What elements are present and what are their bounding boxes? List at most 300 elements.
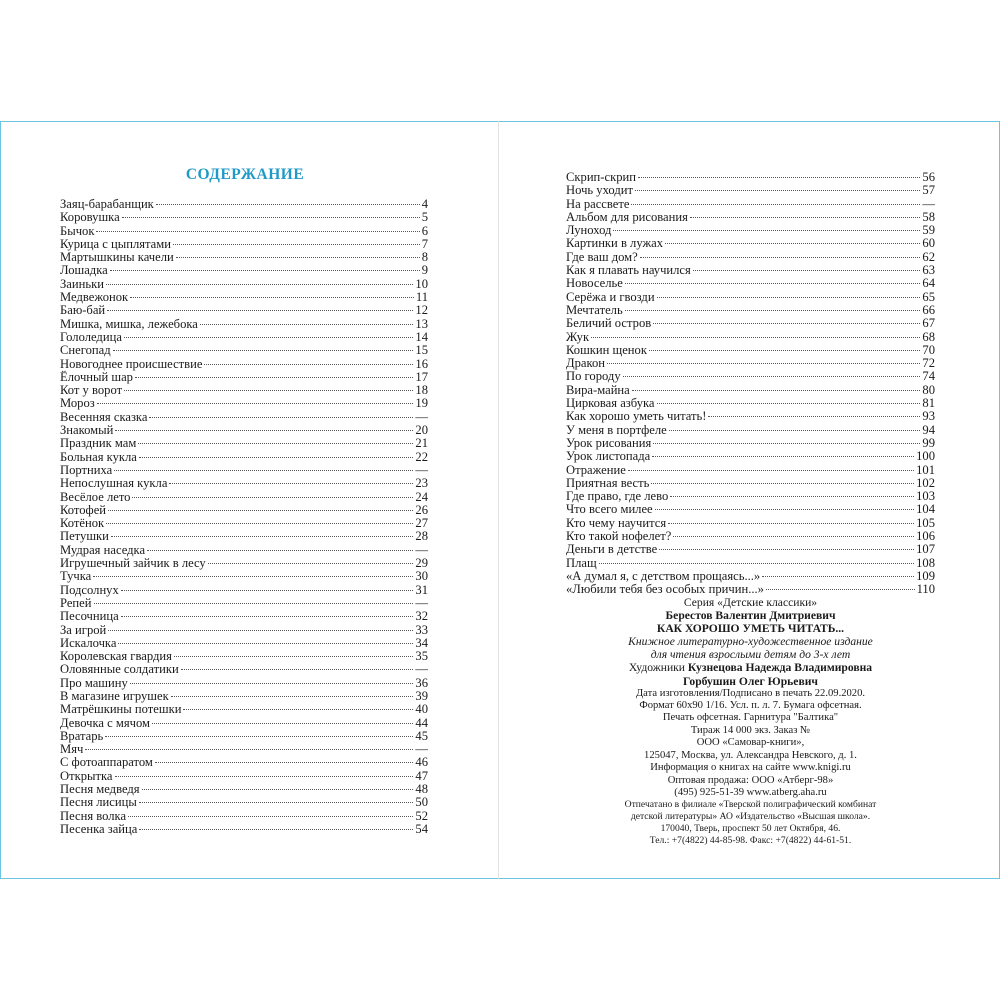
toc-entry-title: Серёжа и гвозди bbox=[566, 289, 655, 304]
page-title: СОДЕРЖАНИЕ bbox=[185, 166, 305, 183]
toc-entry bbox=[566, 517, 935, 530]
toc-entry-title: У меня в портфеле bbox=[566, 422, 667, 437]
toc-entry-title: Открытка bbox=[60, 768, 113, 783]
dot-leader bbox=[623, 376, 921, 377]
toc-entry-page: 8 bbox=[421, 250, 428, 265]
toc-entry bbox=[60, 238, 428, 251]
toc-entry-title: Ночь уходит bbox=[566, 183, 633, 198]
dot-leader bbox=[124, 390, 413, 391]
toc-entry bbox=[60, 703, 428, 716]
toc-entry-page: 7 bbox=[421, 236, 428, 251]
toc-entry-page: 12 bbox=[415, 303, 428, 318]
toc-entry-page: 101 bbox=[916, 462, 935, 477]
dot-leader bbox=[628, 470, 914, 471]
toc-entry-title: Знакомый bbox=[60, 423, 114, 438]
dot-leader bbox=[142, 789, 414, 790]
series-line: Серия «Детские классики» bbox=[683, 596, 818, 609]
toc-entry-title: За игрой bbox=[60, 622, 107, 637]
toc-entry-page: 11 bbox=[415, 290, 428, 305]
toc-entry bbox=[566, 211, 935, 224]
dot-leader bbox=[670, 496, 914, 497]
dot-leader bbox=[130, 297, 414, 298]
dot-leader bbox=[657, 297, 921, 298]
toc-entry-page: 28 bbox=[415, 529, 428, 544]
toc-entry bbox=[566, 570, 935, 583]
dot-leader bbox=[665, 243, 920, 244]
toc-entry bbox=[566, 291, 935, 304]
toc-entry-page: 9 bbox=[421, 263, 428, 278]
toc-entry-title: Весёлое лето bbox=[60, 489, 131, 504]
dot-leader bbox=[121, 616, 414, 617]
dot-leader bbox=[152, 723, 413, 724]
toc-entry-title: Альбом для рисования bbox=[566, 209, 688, 224]
toc-entry-page: 107 bbox=[916, 542, 935, 557]
toc-entry-page: 5 bbox=[421, 210, 428, 225]
dot-leader bbox=[690, 217, 921, 218]
toc-entry-page: 106 bbox=[916, 529, 935, 544]
toc-entry-page: 48 bbox=[415, 782, 428, 797]
dot-leader bbox=[613, 230, 920, 231]
toc-entry-page: 105 bbox=[916, 515, 935, 530]
dot-leader bbox=[607, 363, 920, 364]
illustrators-line bbox=[566, 661, 935, 674]
toc-entry bbox=[60, 530, 428, 543]
toc-entry-page: 104 bbox=[916, 502, 935, 517]
toc-entry-title: Котофей bbox=[60, 502, 107, 517]
dot-leader bbox=[659, 549, 914, 550]
toc-entry-title: Лошадка bbox=[60, 263, 108, 278]
toc-entry-title: По городу bbox=[566, 369, 621, 384]
toc-entry bbox=[60, 264, 428, 277]
toc-entry-page: 15 bbox=[415, 343, 428, 358]
publisher-name: ООО «Самовар-книги», bbox=[696, 737, 805, 749]
dot-leader bbox=[94, 603, 414, 604]
printer-phone: Тел.: +7(4822) 44-85-98. Факс: +7(4822) 44-61-51. bbox=[649, 834, 852, 846]
dot-leader bbox=[130, 683, 414, 684]
toc-entry bbox=[566, 251, 935, 264]
dot-leader bbox=[171, 696, 414, 697]
toc-entry bbox=[60, 491, 428, 504]
toc-entry-title: Плащ bbox=[566, 555, 597, 570]
toc-entry-page: 99 bbox=[922, 435, 935, 450]
dot-leader bbox=[96, 231, 419, 232]
toc-entry-page: 26 bbox=[415, 502, 428, 517]
toc-entry bbox=[60, 637, 428, 650]
toc-entry-page: 70 bbox=[922, 342, 935, 357]
toc-entry-page: 17 bbox=[415, 369, 428, 384]
toc-entry bbox=[566, 477, 935, 490]
toc-entry-title: Баю-бай bbox=[60, 303, 106, 318]
toc-entry bbox=[60, 251, 428, 264]
toc-entry-title: Песочница bbox=[60, 609, 119, 624]
toc-entry bbox=[566, 198, 935, 211]
toc-entry-page: 35 bbox=[415, 649, 428, 664]
toc-entry-title: Песня волка bbox=[60, 808, 127, 823]
toc-list-right bbox=[566, 171, 935, 597]
toc-entry-title: Заиньки bbox=[60, 276, 104, 291]
toc-entry-title: Курица с цыплятами bbox=[60, 236, 171, 251]
toc-entry-title: Заяц-барабанщик bbox=[60, 197, 154, 211]
dot-leader bbox=[651, 483, 914, 484]
toc-entry-title: Как я плавать научился bbox=[566, 263, 691, 278]
toc-entry bbox=[566, 464, 935, 477]
toc-entry-page: 110 bbox=[916, 582, 935, 597]
dot-leader bbox=[183, 709, 413, 710]
toc-entry-page: 62 bbox=[922, 249, 935, 264]
toc-entry-page: — bbox=[415, 542, 428, 557]
toc-entry bbox=[60, 504, 428, 517]
dot-leader bbox=[110, 270, 420, 271]
toc-entry-page: 34 bbox=[415, 635, 428, 650]
toc-entry bbox=[60, 717, 428, 730]
toc-entry-page: 4 bbox=[421, 197, 428, 211]
toc-entry-title: Искалочка bbox=[60, 635, 117, 650]
toc-entry-page: 74 bbox=[922, 369, 935, 384]
toc-entry-title: Мяч bbox=[60, 742, 84, 757]
dot-leader bbox=[204, 364, 413, 365]
dot-leader bbox=[181, 669, 414, 670]
dot-leader bbox=[632, 390, 921, 391]
toc-entry-page: 6 bbox=[421, 223, 428, 238]
dot-leader bbox=[653, 443, 920, 444]
toc-entry bbox=[566, 583, 935, 596]
toc-entry-title: Песенка зайца bbox=[60, 821, 138, 836]
toc-entry-page: 16 bbox=[415, 356, 428, 371]
toc-entry bbox=[60, 304, 428, 317]
toc-entry bbox=[60, 451, 428, 464]
toc-entry-page: 72 bbox=[922, 356, 935, 371]
wholesale-name: Оптовая продажа: ООО «Атберг-98» bbox=[667, 774, 834, 786]
toc-entry bbox=[60, 730, 428, 743]
toc-entry-page: 60 bbox=[922, 236, 935, 251]
toc-entry-page: 67 bbox=[922, 316, 935, 331]
dot-leader bbox=[115, 776, 414, 777]
toc-entry bbox=[60, 570, 428, 583]
toc-entry-page: 58 bbox=[922, 209, 935, 224]
toc-entry bbox=[60, 557, 428, 570]
toc-entry-page: 102 bbox=[916, 475, 935, 490]
toc-entry-page: 10 bbox=[415, 276, 428, 291]
dot-leader bbox=[139, 829, 413, 830]
toc-entry-page: — bbox=[415, 742, 428, 757]
toc-entry bbox=[566, 344, 935, 357]
toc-entry bbox=[566, 424, 935, 437]
toc-entry-title: Мороз bbox=[60, 396, 95, 411]
dot-leader bbox=[139, 457, 414, 458]
dot-leader bbox=[766, 589, 915, 590]
toc-entry bbox=[60, 397, 428, 410]
toc-entry-page: 47 bbox=[415, 768, 428, 783]
toc-entry-page: — bbox=[415, 409, 428, 424]
toc-entry-page: 36 bbox=[415, 675, 428, 690]
toc-entry-page: 57 bbox=[922, 183, 935, 198]
imprint-block bbox=[566, 596, 935, 847]
dot-leader bbox=[111, 536, 414, 537]
edition-type: Книжное литературно-художественное издание bbox=[628, 635, 873, 649]
toc-entry-page: 21 bbox=[415, 436, 428, 451]
toc-entry bbox=[60, 211, 428, 224]
toc-entry-page: 103 bbox=[916, 489, 935, 504]
dot-leader bbox=[107, 310, 413, 311]
toc-entry bbox=[566, 237, 935, 250]
toc-entry bbox=[566, 397, 935, 410]
dot-leader bbox=[708, 416, 920, 417]
toc-entry-page: 94 bbox=[922, 422, 935, 437]
toc-entry bbox=[60, 517, 428, 530]
dot-leader bbox=[108, 510, 413, 511]
dot-leader bbox=[106, 523, 413, 524]
dot-leader bbox=[135, 377, 413, 378]
toc-entry-page: 23 bbox=[415, 476, 428, 491]
toc-entry-page: 50 bbox=[415, 795, 428, 810]
toc-entry-title: Непослушная кукла bbox=[60, 476, 168, 491]
toc-entry-title: Подсолнух bbox=[60, 582, 119, 597]
toc-entry bbox=[566, 277, 935, 290]
dot-leader bbox=[106, 284, 413, 285]
dot-leader bbox=[652, 456, 914, 457]
toc-entry-title: Деньги в детстве bbox=[566, 542, 658, 557]
toc-entry-page: 93 bbox=[922, 409, 935, 424]
dot-leader bbox=[591, 337, 920, 338]
toc-entry bbox=[60, 464, 428, 477]
dot-leader bbox=[118, 643, 413, 644]
dot-leader bbox=[200, 324, 414, 325]
edition-audience: для чтения взрослыми детям до 3-х лет bbox=[650, 648, 851, 662]
toc-entry-title: Больная кукла bbox=[60, 449, 137, 464]
toc-entry bbox=[60, 783, 428, 796]
toc-entry-page: 40 bbox=[415, 702, 428, 717]
dot-leader bbox=[93, 576, 413, 577]
toc-entry bbox=[566, 557, 935, 570]
toc-entry bbox=[60, 690, 428, 703]
toc-entry-title: Репей bbox=[60, 595, 92, 610]
toc-entry bbox=[566, 224, 935, 237]
print-date-line: Дата изготовления/Подписано в печать 22.09.2020. bbox=[635, 687, 866, 699]
toc-entry-title: Вира-майна bbox=[566, 382, 630, 397]
toc-entry-page: 30 bbox=[415, 569, 428, 584]
toc-entry-page: 44 bbox=[415, 715, 428, 730]
dot-leader bbox=[124, 337, 414, 338]
toc-entry bbox=[60, 743, 428, 756]
toc-entry-title: Как хорошо уметь читать! bbox=[566, 409, 707, 424]
dot-leader bbox=[653, 323, 920, 324]
toc-entry-page: 29 bbox=[415, 556, 428, 571]
dot-leader bbox=[169, 483, 413, 484]
dot-leader bbox=[625, 310, 921, 311]
dot-leader bbox=[122, 217, 420, 218]
toc-entry-title: Картинки в лужах bbox=[566, 236, 664, 251]
toc-entry-title: Жук bbox=[566, 329, 590, 344]
toc-entry-page: 24 bbox=[415, 489, 428, 504]
toc-entry bbox=[566, 184, 935, 197]
dot-leader bbox=[105, 736, 413, 737]
toc-entry bbox=[566, 171, 935, 184]
toc-entry-title: Коровушка bbox=[60, 210, 120, 225]
dot-leader bbox=[139, 802, 414, 803]
toc-entry-title: Скрип-скрип bbox=[566, 170, 636, 184]
toc-entry-title: Мишка, мишка, лежебока bbox=[60, 316, 198, 331]
toc-entry-page: 52 bbox=[415, 808, 428, 823]
toc-entry-title: Луноход bbox=[566, 223, 612, 238]
toc-entry-page: 64 bbox=[922, 276, 935, 291]
dot-leader bbox=[599, 563, 914, 564]
dot-leader bbox=[673, 536, 914, 537]
toc-entry bbox=[60, 584, 428, 597]
toc-entry bbox=[566, 410, 935, 423]
toc-entry bbox=[60, 756, 428, 769]
toc-entry-title: Гололедица bbox=[60, 329, 122, 344]
toc-entry-title: Медвежонок bbox=[60, 290, 129, 305]
toc-entry-page: 109 bbox=[916, 568, 935, 583]
toc-entry bbox=[60, 318, 428, 331]
dot-leader bbox=[132, 497, 413, 498]
toc-entry-title: Урок рисования bbox=[566, 435, 652, 450]
toc-entry-page: 81 bbox=[922, 396, 935, 411]
toc-entry-page: 46 bbox=[415, 755, 428, 770]
toc-entry-page: 45 bbox=[415, 728, 428, 743]
toc-entry-title: Праздник мам bbox=[60, 436, 137, 451]
toc-entry-title: Игрушечный зайчик в лесу bbox=[60, 556, 206, 571]
toc-entry-page: — bbox=[415, 595, 428, 610]
toc-entry-page: — bbox=[415, 462, 428, 477]
toc-entry-title: Девочка с мячом bbox=[60, 715, 151, 730]
toc-entry bbox=[566, 437, 935, 450]
toc-entry bbox=[566, 357, 935, 370]
toc-entry bbox=[566, 264, 935, 277]
dot-leader bbox=[625, 283, 921, 284]
toc-entry-page: 19 bbox=[415, 396, 428, 411]
toc-entry-page: 63 bbox=[922, 263, 935, 278]
toc-entry bbox=[60, 770, 428, 783]
dot-leader bbox=[108, 630, 413, 631]
print-type-line: Печать офсетная. Гарнитура "Балтика" bbox=[662, 712, 839, 724]
toc-entry bbox=[60, 544, 428, 557]
toc-entry bbox=[566, 530, 935, 543]
dot-leader bbox=[655, 509, 914, 510]
toc-entry bbox=[60, 291, 428, 304]
toc-entry-page: 22 bbox=[415, 449, 428, 464]
printer-address: 170040, Тверь, проспект 50 лет Октября, 46. bbox=[660, 822, 841, 834]
dot-leader bbox=[693, 270, 921, 271]
dot-leader bbox=[147, 550, 413, 551]
toc-entry bbox=[60, 823, 428, 836]
toc-entry-title: Кто такой нофелет? bbox=[566, 529, 672, 544]
toc-entry bbox=[60, 677, 428, 690]
toc-entry-title: Оловянные солдатики bbox=[60, 662, 179, 677]
author-name: Берестов Валентин Дмитриевич bbox=[665, 609, 836, 623]
toc-entry-title: Урок листопада bbox=[566, 449, 651, 464]
toc-entry-page: — bbox=[922, 196, 935, 211]
toc-entry-title: Приятная весть bbox=[566, 475, 650, 490]
toc-entry-title: Новоселье bbox=[566, 276, 623, 291]
toc-entry-title: Мечтатель bbox=[566, 302, 623, 317]
toc-entry-page: 39 bbox=[415, 688, 428, 703]
toc-entry bbox=[60, 198, 428, 211]
toc-entry-title: Матрёшкины потешки bbox=[60, 702, 182, 717]
toc-list-left bbox=[60, 198, 428, 836]
publisher-website: Информация о книгах на сайте www.knigi.ru bbox=[650, 762, 851, 774]
dot-leader bbox=[173, 244, 420, 245]
toc-entry-title: Где ваш дом? bbox=[566, 249, 638, 264]
dot-leader bbox=[208, 563, 414, 564]
toc-entry-title: Новогоднее происшествие bbox=[60, 356, 203, 371]
toc-entry-title: Где право, где лево bbox=[566, 489, 669, 504]
toc-entry-title: Котёнок bbox=[60, 516, 105, 531]
printer-line-2: детской литературы» АО «Издательство «Высшая школа». bbox=[630, 811, 871, 823]
toc-entry-page: 80 bbox=[922, 382, 935, 397]
toc-entry bbox=[60, 278, 428, 291]
toc-entry-title: Тучка bbox=[60, 569, 92, 584]
toc-entry-title: Кошкин щенок bbox=[566, 342, 647, 357]
toc-entry-page: 100 bbox=[916, 449, 935, 464]
dot-leader bbox=[669, 430, 921, 431]
toc-entry bbox=[60, 225, 428, 238]
toc-entry-title: С фотоаппаратом bbox=[60, 755, 153, 770]
publisher-address: 125047, Москва, ул. Александра Невского, д. 1. bbox=[644, 749, 857, 761]
toc-entry-page: 65 bbox=[922, 289, 935, 304]
dot-leader bbox=[115, 430, 413, 431]
printer-line-1: Отпечатано в филиале «Тверской полиграфический комбинат bbox=[624, 799, 877, 811]
toc-entry-title: Беличий остров bbox=[566, 316, 652, 331]
dot-leader bbox=[176, 257, 420, 258]
toc-entry-title: Весенняя сказка bbox=[60, 409, 148, 424]
dot-leader bbox=[149, 417, 413, 418]
dot-leader bbox=[631, 204, 920, 205]
toc-entry bbox=[60, 477, 428, 490]
toc-entry-page: 66 bbox=[922, 302, 935, 317]
illustrator-1: Кузнецова Надежда Владимировна bbox=[687, 661, 873, 675]
toc-entry-title: Песня лисицы bbox=[60, 795, 137, 810]
toc-entry bbox=[60, 384, 428, 397]
toc-entry bbox=[60, 424, 428, 437]
toc-entry bbox=[566, 503, 935, 516]
toc-entry-page: 54 bbox=[415, 821, 428, 836]
toc-entry-title: Вратарь bbox=[60, 728, 104, 743]
toc-entry-title: Мартышкины качели bbox=[60, 250, 174, 265]
toc-entry-page: 59 bbox=[922, 223, 935, 238]
dot-leader bbox=[113, 350, 414, 351]
toc-entry-title: Ёлочный шар bbox=[60, 369, 133, 384]
dot-leader bbox=[668, 523, 914, 524]
toc-entry bbox=[60, 411, 428, 424]
toc-entry-title: Петушки bbox=[60, 529, 109, 544]
toc-entry-page: 18 bbox=[415, 383, 428, 398]
book-spine bbox=[498, 121, 499, 879]
dot-leader bbox=[97, 403, 414, 404]
toc-entry-title: Портниха bbox=[60, 462, 113, 477]
toc-entry bbox=[60, 810, 428, 823]
toc-entry-title: Дракон bbox=[566, 356, 605, 371]
wholesale-contact: (495) 925-51-39 www.atberg.aha.ru bbox=[674, 786, 827, 798]
dot-leader bbox=[762, 576, 914, 577]
toc-entry-title: Про машину bbox=[60, 675, 128, 690]
toc-entry-page: 68 bbox=[922, 329, 935, 344]
toc-entry-title: «А думал я, с детством прощаясь...» bbox=[566, 568, 761, 583]
toc-entry bbox=[60, 650, 428, 663]
dot-leader bbox=[174, 656, 414, 657]
toc-entry-title: В магазине игрушек bbox=[60, 688, 169, 703]
toc-entry bbox=[60, 331, 428, 344]
toc-entry-page: 32 bbox=[415, 609, 428, 624]
toc-entry bbox=[60, 371, 428, 384]
toc-entry bbox=[60, 344, 428, 357]
toc-entry-title: На рассвете bbox=[566, 196, 630, 211]
toc-entry-title: Мудрая наседка bbox=[60, 542, 146, 557]
toc-entry bbox=[566, 490, 935, 503]
print-format-line: Формат 60х90 1/16. Усл. п. л. 7. Бумага офсетная. bbox=[639, 700, 862, 712]
left-page-edge bbox=[0, 121, 1, 879]
dot-leader bbox=[649, 350, 920, 351]
